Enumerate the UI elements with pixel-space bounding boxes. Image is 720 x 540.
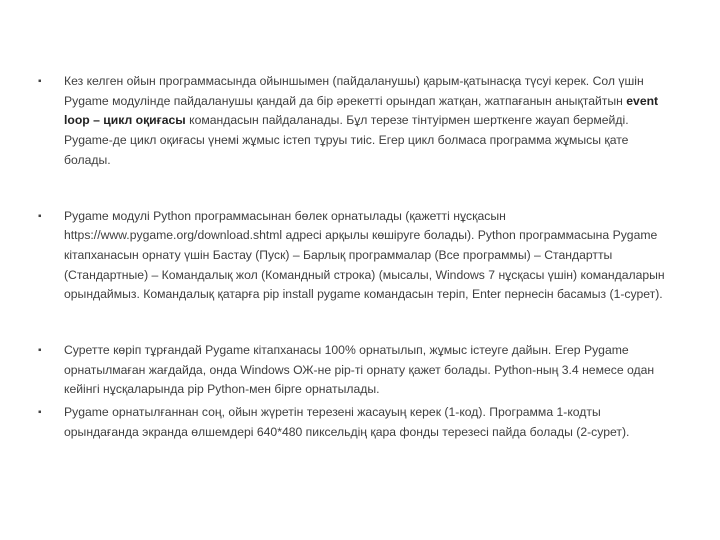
bullet-marker-icon: ▪: [38, 76, 42, 87]
bullet-item-install: [38, 207, 678, 306]
bullet-text-part: Кез келген ойын программасында ойыншымен (пайдаланушы) қарым-қатынасқа түсуі керек. Сол үшін Pygame модулінде пайдаланушы қандай да бір әрекетті орындап жатқан, жатпағанын анықтайтын: [64, 74, 644, 108]
bullet-list: [38, 72, 678, 443]
bullet-item-window: [38, 403, 678, 442]
bullet-marker-icon: ▪: [38, 345, 42, 357]
bullet-text-bold: event loop – цикл оқиғасы: [64, 93, 659, 128]
bullet-text: Pygame модулі Python программасынан бөлек орнатылады (қажетті нұсқасын https://www.pygame.org/download.shtml адресі арқылы көшіруге болады). Python программасына Pygame кітапханасын орнату үшін Бастау (Пуск) – Барлық программалар (Все программы) – Стандартты (Стандартные) – Командалық жол (Командный строка) (мысалы, Windows 7 нұсқасы үшін) командаларын орындаймыз. Командалық қатарға pip install pygame командасын теріп, Enter пернесін басамыз (1-сурет).: [64, 208, 665, 302]
bullet-text: Pygame орнатылғаннан соң, ойын жүретін терезені жасауың керек (1-код). Программа 1-кодты орындағанда экранда өлшемдері 640*480 пиксельдің қара фонды терезесі пайда болады (2-сурет).: [64, 405, 630, 439]
bullet-marker-icon: ▪: [38, 210, 42, 222]
bullet-marker-icon: ▪: [38, 407, 42, 419]
bullet-item-event-loop: [38, 72, 678, 171]
bullet-text: Суретте көріп тұрғандай Pygame кітапханасы 100% орнатылып, жұмыс істеуге дайын. Егер Pygame орнатылмаған жағдайда, онда Windows ОЖ-не pip-ті орнату қажет болады. Python-ның 3.4 немесе одан кейінгі нұсқаларында pip Python-мен бірге орнатылады.: [64, 343, 655, 397]
bullet-text-part: командасын пайдаланады. Бұл терезе тінтуірмен шерткенге жауап бермейді. Pygame-де цикл оқиғасы үнемі жұмыс істеп тұруы тиіс. Егер цикл болмаса программа жұмысы қате болады.: [64, 113, 629, 167]
bullet-text: [64, 72, 678, 171]
bullet-item-installed: [38, 341, 678, 400]
